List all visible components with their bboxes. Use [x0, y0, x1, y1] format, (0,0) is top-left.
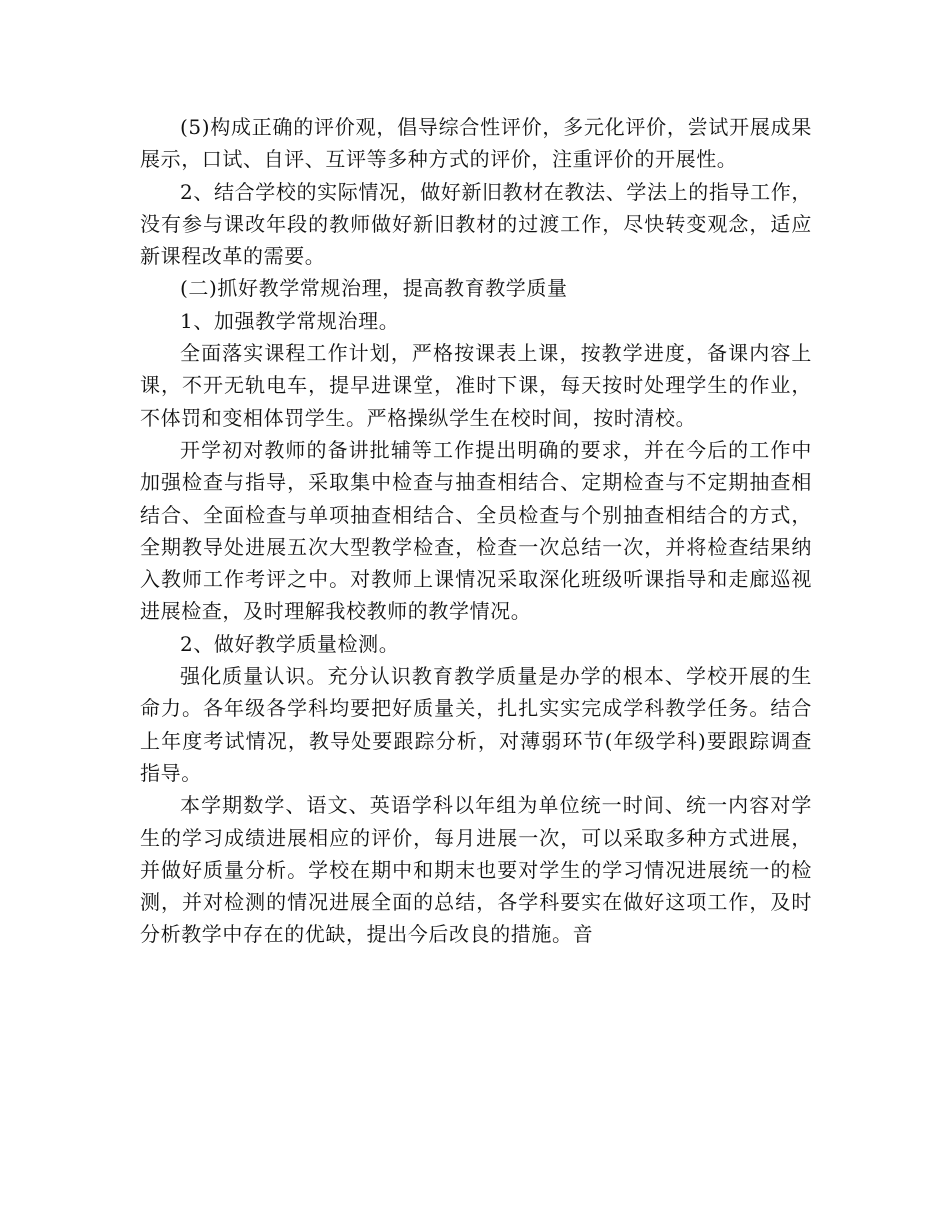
paragraph-teacher-inspection: 开学初对教师的备讲批辅等工作提出明确的要求，并在今后的工作中加强检查与指导，采取集中检查与抽查相结合、定期检查与不定期抽查相结合、全面检查与单项抽查相结合、全员检查与个别抽查相结合的方式，全期教导处进展五次大型教学检查，检查一次总结一次，并将检查结果纳入教师工作考评之中。对教师上课情况采取深化班级听课指导和走廊巡视进展检查，及时理解我校教师的教学情况。 — [140, 437, 812, 624]
subheading-quality-testing: 2、做好教学质量检测。 — [180, 631, 400, 656]
document-body — [140, 111, 812, 951]
paragraph-old-new-textbooks: 2、结合学校的实际情况，做好新旧教材在教法、学法上的指导工作，没有参与课改年段的教师做好新旧教材的过渡工作，尽快转变观念，适应新课程改革的需要。 — [140, 179, 812, 269]
section-heading-routine-management: (二)抓好教学常规治理，提高教育教学质量 — [180, 276, 568, 301]
subheading-strengthen-routine: 1、加强教学常规治理。 — [180, 308, 400, 333]
paragraph-evaluation-view: (5)构成正确的评价观，倡导综合性评价，多元化评价，尝试开展成果展示，口试、自评、互评等多种方式的评价，注重评价的开展性。 — [140, 115, 812, 172]
paragraph-semester-assessment: 本学期数学、语文、英语学科以年组为单位统一时间、统一内容对学生的学习成绩进展相应的评价，每月进展一次，可以采取多种方式进展，并做好质量分析。学校在期中和期末也要对学生的学习情况进展统一的检测，并对检测的情况进展全面的总结，各学科要实在做好这项工作，及时分析教学中存在的优缺，提出今后改良的措施。音 — [140, 793, 812, 947]
paragraph-curriculum-plan: 全面落实课程工作计划，严格按课表上课，按教学进度，备课内容上课，不开无轨电车，提早进课堂，准时下课，每天按时处理学生的作业，不体罚和变相体罚学生。严格操纵学生在校时间，按时清校。 — [140, 341, 812, 430]
paragraph-quality-awareness: 强化质量认识。充分认识教育教学质量是办学的根本、学校开展的生命力。各年级各学科均要把好质量关，扎扎实实完成学科教学任务。结合上年度考试情况，教导处要跟踪分析，对薄弱环节(年级学科)要跟踪调查指导。 — [140, 664, 812, 785]
